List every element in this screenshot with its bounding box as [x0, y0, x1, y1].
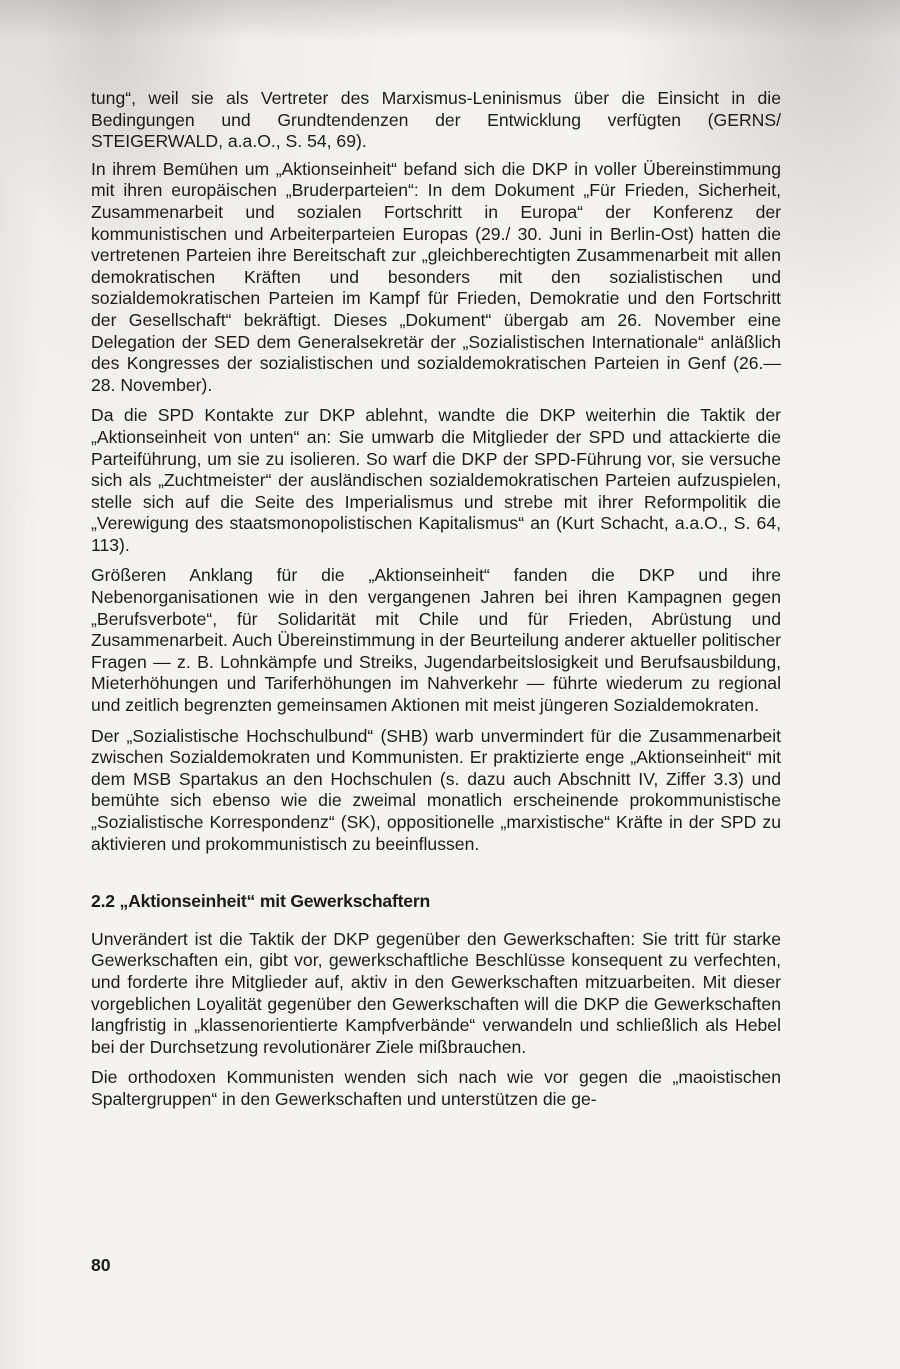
scan-shadow [0, 0, 900, 40]
section-heading: 2.2 „Aktionseinheit“ mit Gewerkschaftern [91, 891, 431, 912]
paragraph-bruderparteien: In ihrem Bemühen um „Aktionseinheit“ befand sich die DKP in voller Übereinstimmung mit ihren europäischen „Bruderparteien“: In dem Dokument „Für Frieden, Sicherheit, Zusammenarbeit und sozialen Fortschritt in Europa“ der Konferenz der kommunistischen und Arbeiterparteien Europas (29./ 30. Juni in Berlin-Ost) hatten die vertretenen Parteien ihre Bereitschaft zur „gleichberechtigten Zusammenarbeit mit allen demokratischen Kräften und besonders mit den sozialistischen und sozialdemokratischen Parteien im Kampf für Frieden, Demokratie und den Fortschritt der Gesellschaft“ bekräftigt. Dieses „Dokument“ übergab am 26. November eine Delegation der SED dem Generalsekretär der „Sozialistischen Internationale“ anläßlich des Kongresses der sozialistischen und sozialdemokratischen Parteien in Genf (26.—28. November). [91, 158, 781, 395]
body-text [91, 88, 781, 1120]
paragraph-orthodoxe: Die orthodoxen Kommunisten wenden sich nach wie vor gegen die „maoistischen Spaltergruppen“ in den Gewerkschaften und unterstützen die ge- [91, 1067, 781, 1109]
paragraph-shb: Der „Sozialistische Hochschulbund“ (SHB) warb unvermindert für die Zusammenarbeit zwischen Sozialdemokraten und Kommunisten. Er praktizierte enge „Aktionseinheit“ mit dem MSB Spartakus an den Hochschulen (s. dazu auch Abschnitt IV, Ziffer 3.3) und bemühte sich ebenso wie die zweimal monatlich erscheinende prokommunistische „Sozialistische Korrespondenz“ (SK), oppositionelle „marxistische“ Kräfte in der SPD zu aktivieren und prokommunistisch zu beeinflussen. [91, 725, 781, 854]
page-number: 80 [91, 1255, 111, 1275]
paragraph-continuation: tung“, weil sie als Vertreter des Marxismus-Leninismus über die Einsicht in die Bedingungen und Grundtendenzen der Entwicklung verfügten (GERNS/ STEIGERWALD, a.a.O., S. 54, 69). [91, 88, 781, 152]
paragraph-gewerkschaften: Unverändert ist die Taktik der DKP gegenüber den Gewerkschaften: Sie tritt für starke Gewerkschaften ein, gibt vor, gewerkschaftliche Beschlüsse konsequent zu verfechten, und forderte ihre Mitglieder auf, aktiv in den Gewerkschaften mitzuarbeiten. Mit dieser vorgeblichen Loyalität gegenüber den Gewerkschaften will die DKP die Gewerkschaften langfristig in „klassenorientierte Kampfverbände“ verwandeln und schließlich als Hebel bei der Durchsetzung revolutionärer Ziele mißbrauchen. [91, 928, 781, 1057]
paragraph-spd-kontakte: Da die SPD Kontakte zur DKP ablehnt, wandte die DKP weiterhin die Taktik der „Aktionseinheit von unten“ an: Sie umwarb die Mitglieder der SPD und attackierte die Parteiführung, um sie zu isolieren. So warf die DKP der SPD-Führung vor, sie versuche sich als „Zuchtmeister“ der ausländischen sozialdemokratischen Parteien aufzuspielen, stelle sich auf die Seite des Imperialismus und strebe mit ihrer Reformpolitik die „Verewigung des staatsmonopolistischen Kapitalismus“ an (Kurt Schacht, a.a.O., S. 64, 113). [91, 405, 781, 555]
paragraph-kampagnen: Größeren Anklang für die „Aktionseinheit“ fanden die DKP und ihre Nebenorganisationen wie in den vergangenen Jahren bei ihren Kampagnen gegen „Berufsverbote“, für Solidarität mit Chile und für Frieden, Abrüstung und Zusammenarbeit. Auch Übereinstimmung in der Beurteilung anderer aktueller politischer Fragen — z. B. Lohnkämpfe und Streiks, Jugendarbeitslosigkeit und Berufsausbildung, Mieterhöhungen und Tariferhöhungen im Nahverkehr — führte wiederum zu regional und zeitlich begrenzten gemeinsamen Aktionen mit meist jüngeren Sozialdemokraten. [91, 565, 781, 716]
